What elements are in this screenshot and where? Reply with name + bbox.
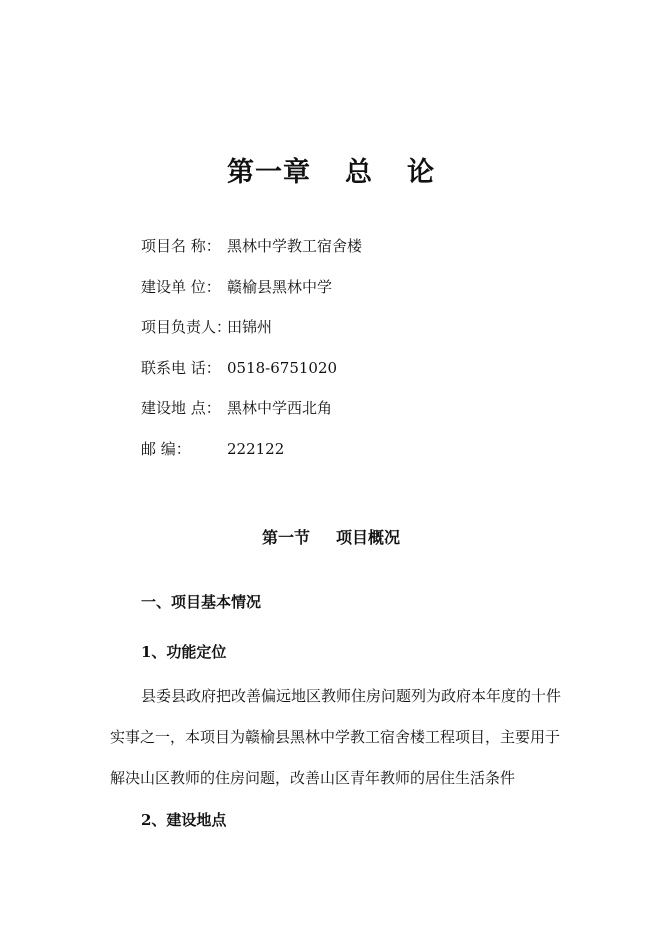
heading-basic-info: 一、项目基本情况 bbox=[141, 593, 262, 611]
info-row-project-name bbox=[141, 235, 362, 256]
heading-function: 1、功能定位 bbox=[141, 643, 227, 661]
chapter-title-word-1: 总 bbox=[345, 157, 373, 188]
info-value: 田锦州 bbox=[227, 318, 273, 336]
chapter-number: 第一章 bbox=[227, 157, 311, 188]
info-row-phone bbox=[141, 357, 337, 378]
info-row-builder bbox=[141, 276, 332, 297]
info-label: 联系电 话： bbox=[141, 359, 221, 377]
info-label: 建设单 位： bbox=[141, 278, 221, 296]
info-row-manager bbox=[141, 316, 272, 337]
chapter-title-word-2: 论 bbox=[407, 157, 435, 188]
info-label: 项目名 称： bbox=[141, 237, 221, 255]
info-label: 建设地 点： bbox=[141, 399, 221, 417]
paragraph-line-1: 县委县政府把改善偏远地区教师住房问题列为政府本年度的十件 bbox=[141, 687, 562, 705]
paragraph-line-2: 实事之一，本项目为赣榆县黑林中学教工宿舍楼工程项目，主要用于 bbox=[110, 728, 561, 746]
info-value: 黑林中学西北角 bbox=[227, 399, 333, 417]
chapter-title bbox=[0, 150, 662, 189]
info-value: 0518-6751020 bbox=[227, 359, 338, 377]
info-value: 赣榆县黑林中学 bbox=[227, 278, 333, 296]
section-number: 第一节 bbox=[261, 528, 310, 547]
info-value: 黑林中学教工宿舍楼 bbox=[227, 237, 363, 255]
paragraph-line-3: 解决山区教师的住房问题，改善山区青年教师的居住生活条件 bbox=[110, 769, 516, 787]
info-value: 222122 bbox=[227, 440, 285, 458]
info-row-location bbox=[141, 397, 332, 418]
heading-location: 2、建设地点 bbox=[141, 811, 227, 829]
section-name: 项目概况 bbox=[336, 528, 401, 547]
section-title bbox=[0, 525, 662, 548]
info-label: 邮 编： bbox=[141, 440, 191, 458]
info-row-postcode bbox=[141, 438, 284, 459]
info-label: 项目负责人： bbox=[141, 318, 232, 336]
